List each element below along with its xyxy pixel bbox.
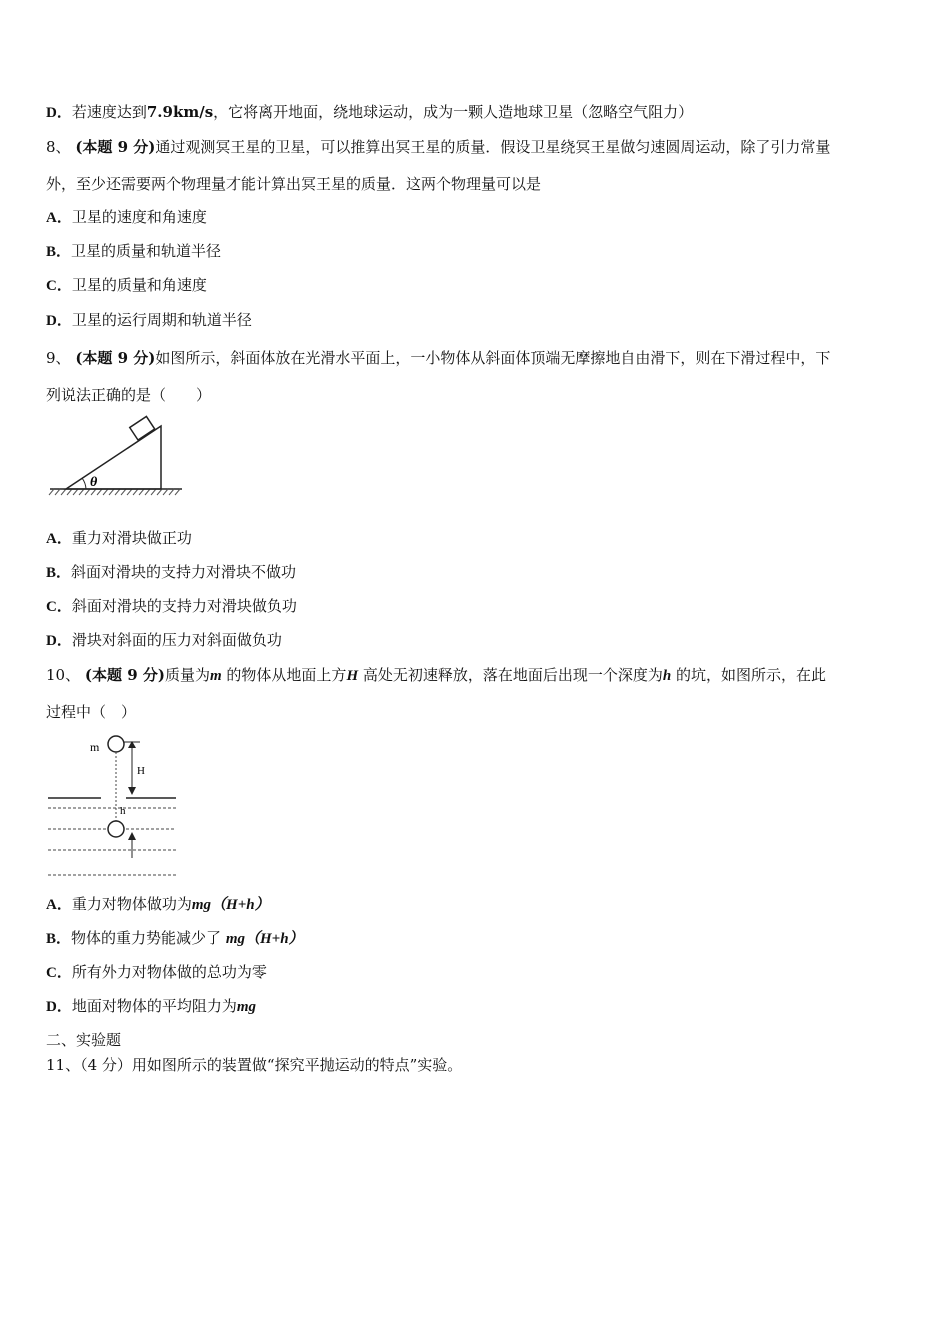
q10-stem-continued: 过程中（ ）	[46, 703, 137, 721]
q9-stem-continued: 列说法正确的是（ ）	[46, 386, 212, 404]
question-number: 11、	[46, 1056, 81, 1074]
q9-stem	[46, 348, 830, 368]
question-text: 通过观测冥王星的卫星，可以推算出冥王星的质量．假设卫星绕冥王星做匀速圆周运动，除了引力常量	[155, 138, 831, 156]
q8-option-a: A．卫星的速度和角速度	[46, 208, 207, 226]
question-number: 8、	[46, 138, 71, 156]
incline-figure	[46, 420, 186, 500]
depth-label: h	[120, 805, 126, 817]
section-title: 二、实验题	[46, 1031, 122, 1049]
mass-label: m	[90, 740, 100, 754]
q9-option-b: B．斜面对滑块的支持力对滑块不做功	[46, 563, 297, 581]
option-text: ，它将离开地面，绕地球运动，成为一颗人造地球卫星（忽略空气阻力）	[213, 103, 694, 121]
q11-stem	[46, 1055, 462, 1075]
incline-block	[66, 426, 161, 489]
q8-stem	[46, 137, 906, 157]
height-label: H	[137, 765, 145, 777]
q10-option-a: A．重力对物体做功为mg（H+h）	[46, 895, 270, 913]
ground-hatch	[49, 489, 180, 495]
q10-option-b: B．物体的重力势能减少了 mg（H+h）	[46, 929, 304, 947]
q8-stem-continued: 外，至少还需要两个物理量才能计算出冥王星的质量．这两个物理量可以是	[46, 175, 542, 193]
pit-figure	[46, 732, 181, 880]
speed-value: 7.9km/s	[146, 103, 214, 121]
option-text: 若速度达到	[71, 103, 147, 121]
angle-arc	[82, 478, 86, 489]
q8-option-c: C．卫星的质量和角速度	[46, 276, 207, 294]
q9-option-c: C．斜面对滑块的支持力对滑块做负功	[46, 597, 297, 615]
ball-bottom	[108, 821, 124, 837]
angle-label: θ	[90, 475, 98, 490]
question-number: 10、	[46, 666, 81, 684]
q10-stem: 10、 (本题 9 分)质量为m 的物体从地面上方H 高处无初速释放，落在地面后出现一个深度为h 的坑，如图所示，在此	[46, 666, 827, 684]
sliding-box	[130, 416, 155, 440]
q9-option-a: A．重力对滑块做正功	[46, 529, 192, 547]
question-text: （4 分）用如图所示的装置做“探究平抛运动的特点”实验。	[80, 1056, 463, 1074]
q10-option-d: D．地面对物体的平均阻力为mg	[46, 997, 257, 1015]
q8-option-d: D．卫星的运行周期和轨道半径	[46, 311, 252, 329]
question-number: 9、	[46, 349, 71, 367]
q8-option-b: B．卫星的质量和轨道半径	[46, 242, 222, 260]
q10-option-c: C．所有外力对物体做的总功为零	[46, 963, 267, 981]
question-text: 如图所示，斜面体放在光滑水平面上，一小物体从斜面体顶端无摩擦地自由滑下，则在下滑过程中，下	[155, 349, 831, 367]
q7-option-d	[46, 102, 693, 123]
question-score: (本题 9 分)	[84, 666, 165, 684]
q9-option-d: D．滑块对斜面的压力对斜面做负功	[46, 631, 282, 649]
question-score: (本题 9 分)	[75, 349, 156, 367]
question-score: (本题 9 分)	[75, 138, 156, 156]
ball-top	[108, 736, 124, 752]
option-letter: D．	[46, 105, 72, 121]
